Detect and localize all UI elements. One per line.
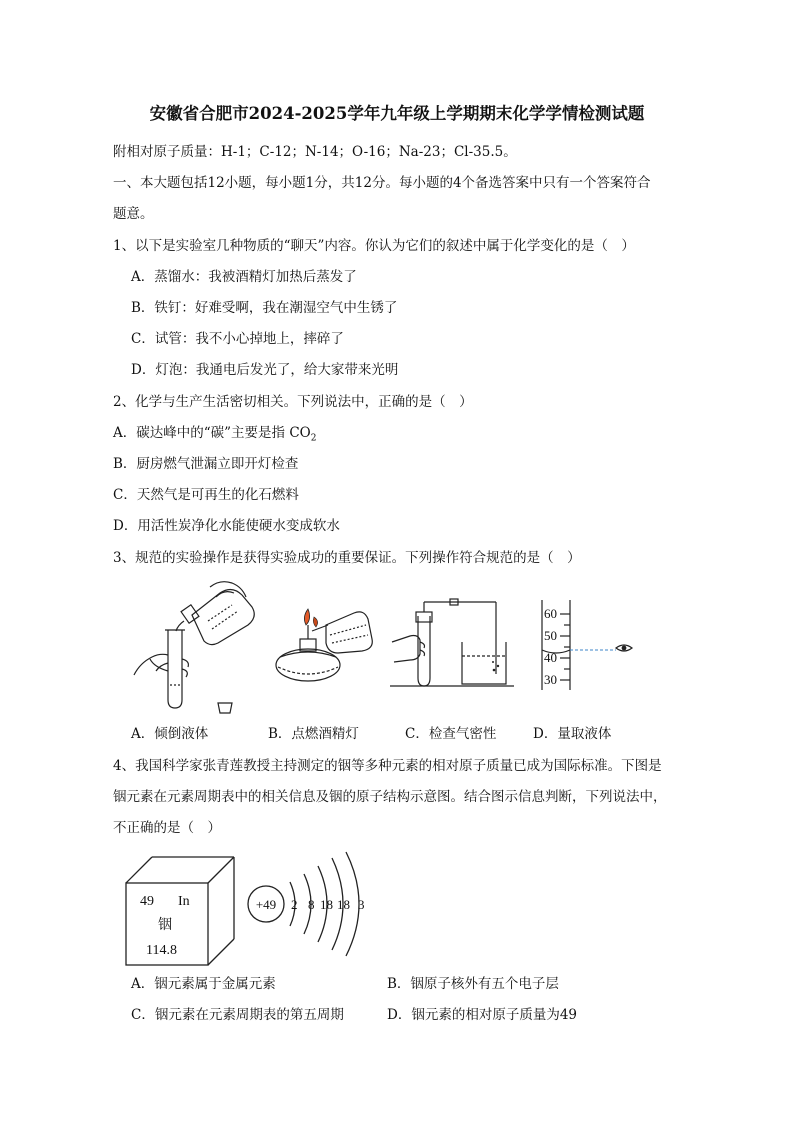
periodic-table-cell: [124, 855, 236, 967]
shell-1-electrons: 2: [291, 897, 298, 912]
airtightness-check-figure: [390, 598, 515, 690]
section-instructions-cont: 题意。: [113, 206, 154, 222]
atomic-mass: 114.8: [146, 943, 177, 958]
alcohol-lamp-figure: [268, 595, 378, 690]
element-name: 铟: [158, 917, 172, 933]
question-1-option-d: D．灯泡：我通电后发光了，给大家带来光明: [131, 362, 399, 378]
question-2-option-a-text: A．碳达峰中的“碳”主要是指 CO: [113, 425, 311, 441]
question-2-option-a: [113, 423, 316, 449]
question-4-stem-end: 不正确的是（ ）: [113, 820, 221, 836]
question-2-option-c: C．天然气是可再生的化石燃料: [113, 487, 299, 503]
section-instructions: 一、本大题包括12小题，每小题1分，共12分。每小题的4个备选答案中只有一个答案符合: [113, 175, 651, 191]
question-1-option-b: B．铁钉：好难受啊，我在潮湿空气中生锈了: [131, 300, 398, 316]
question-4-option-c: C．铟元素在元素周期表的第五周期: [131, 1007, 344, 1023]
question-2-option-b: B．厨房燃气泄漏立即开灯检查: [113, 456, 299, 472]
figure-label-c: C．检查气密性: [405, 726, 497, 742]
shell-5-electrons: 3: [358, 897, 365, 912]
measuring-cylinder-figure: [538, 598, 638, 690]
question-4-stem-cont: 铟元素在元素周期表中的相关信息及铟的原子结构示意图。结合图示信息判断，下列说法中，: [113, 789, 667, 805]
atomic-mass-note: 附相对原子质量：H-1；C-12；N-14；O-16；Na-23；Cl-35.5。: [113, 144, 517, 160]
figure-label-a: A．倾倒液体: [131, 726, 209, 742]
shell-4-electrons: 18: [337, 897, 350, 912]
question-2-option-d: D．用活性炭净化水能使硬水变成软水: [113, 518, 340, 534]
element-symbol: In: [178, 894, 190, 909]
pouring-liquid-figure: [120, 575, 260, 715]
cylinder-tick-50: 50: [544, 628, 557, 643]
atomic-number: 49: [140, 894, 154, 909]
question-2-option-a-subscript: 2: [310, 433, 317, 444]
figure-label-d: D．量取液体: [533, 726, 612, 742]
question-4-option-a: A．铟元素属于金属元素: [131, 976, 276, 992]
nucleus-charge: +49: [255, 897, 277, 912]
shell-3-electrons: 18: [320, 897, 333, 912]
question-4-option-d: D．铟元素的相对原子质量为49: [387, 1007, 578, 1023]
question-4-option-b: B．铟原子核外有五个电子层: [387, 976, 559, 992]
figure-label-b: B．点燃酒精灯: [268, 726, 359, 742]
question-4-stem: 4、我国科学家张青莲教授主持测定的铟等多种元素的相对原子质量已成为国际标准。下图是: [113, 758, 662, 774]
cylinder-tick-30: 30: [544, 672, 557, 687]
question-1-stem: 1、以下是实验室几种物质的“聊天”内容。你认为它们的叙述中属于化学变化的是（ ）: [113, 238, 635, 254]
atomic-structure-diagram: [246, 848, 376, 960]
shell-2-electrons: 8: [308, 897, 315, 912]
cylinder-tick-40: 40: [544, 650, 557, 665]
question-2-stem: 2、化学与生产生活密切相关。下列说法中，正确的是（ ）: [113, 394, 473, 410]
page-title: 安徽省合肥市2024-2025学年九年级上学期期末化学学情检测试题: [149, 104, 645, 123]
question-3-stem: 3、规范的实验操作是获得实验成功的重要保证。下列操作符合规范的是（ ）: [113, 550, 581, 566]
cylinder-tick-60: 60: [544, 606, 557, 621]
question-1-option-c: C．试管：我不小心掉地上，摔碎了: [131, 331, 344, 347]
question-1-option-a: A．蒸馏水：我被酒精灯加热后蒸发了: [131, 269, 357, 285]
